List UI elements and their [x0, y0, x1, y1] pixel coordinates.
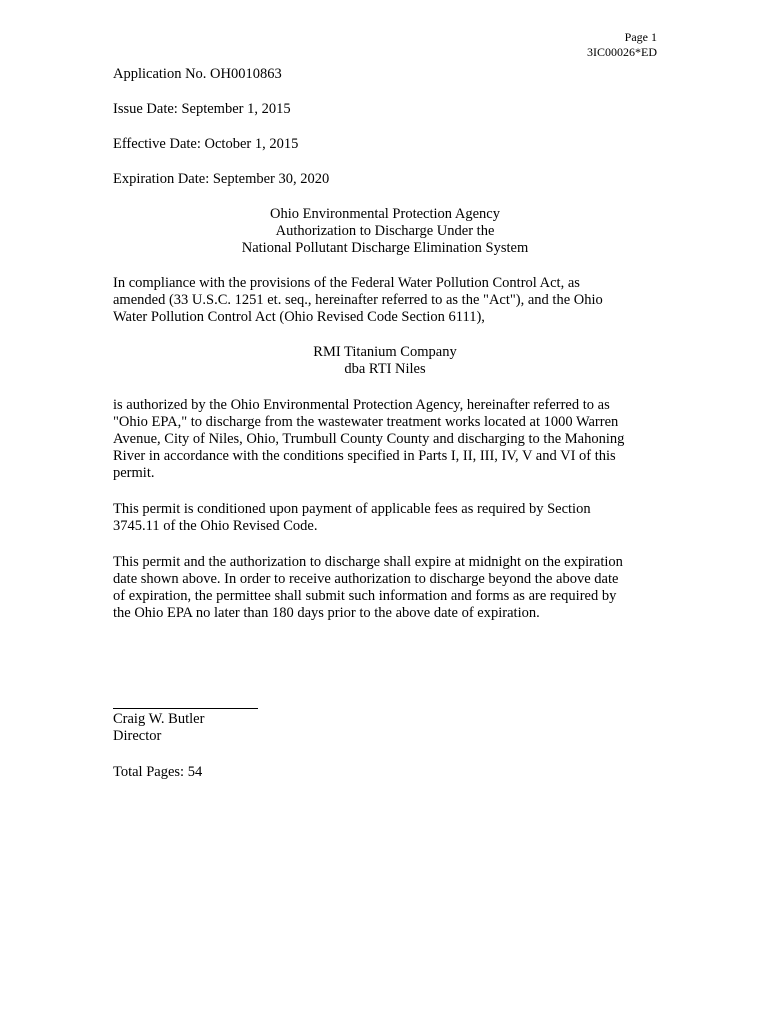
title-line-authorization: Authorization to Discharge Under the — [275, 223, 495, 239]
signatory-title: Director — [113, 728, 162, 744]
fees-line: This permit is conditioned upon payment of applicable fees as required by Section — [113, 501, 591, 517]
permittee-dba: dba RTI Niles — [344, 361, 426, 377]
application-number: Application No. OH0010863 — [113, 66, 282, 82]
issue-date: Issue Date: September 1, 2015 — [113, 101, 291, 117]
expiration-line: of expiration, the permittee shall submit such information and forms as are required by — [113, 588, 617, 604]
compliance-line: amended (33 U.S.C. 1251 et. seq., hereinafter referred to as the "Act"), and the Ohio — [113, 292, 603, 308]
compliance-line: Water Pollution Control Act (Ohio Revised Code Section 6111), — [113, 309, 485, 325]
signatory-name: Craig W. Butler — [113, 711, 205, 727]
permittee-name: RMI Titanium Company — [313, 344, 457, 360]
title-line-agency: Ohio Environmental Protection Agency — [270, 206, 500, 222]
authorization-line: Avenue, City of Niles, Ohio, Trumbull County County and discharging to the Mahoning — [113, 431, 625, 447]
authorization-line: "Ohio EPA," to discharge from the wastewater treatment works located at 1000 Warren — [113, 414, 619, 430]
title-line-system: National Pollutant Discharge Elimination System — [241, 240, 529, 256]
compliance-line: In compliance with the provisions of the Federal Water Pollution Control Act, as — [113, 275, 580, 291]
signature-line — [113, 708, 258, 709]
authorization-line: is authorized by the Ohio Environmental Protection Agency, hereinafter referred to as — [113, 397, 610, 413]
authorization-line: permit. — [113, 465, 155, 481]
expiration-line: the Ohio EPA no later than 180 days prior to the above date of expiration. — [113, 605, 540, 621]
expiration-date: Expiration Date: September 30, 2020 — [113, 171, 330, 187]
fees-line: 3745.11 of the Ohio Revised Code. — [113, 518, 318, 534]
expiration-line: This permit and the authorization to discharge shall expire at midnight on the expiration — [113, 554, 623, 570]
effective-date: Effective Date: October 1, 2015 — [113, 136, 299, 152]
expiration-line: date shown above. In order to receive authorization to discharge beyond the above date — [113, 571, 619, 587]
page-number: Page 1 — [624, 30, 657, 44]
authorization-line: River in accordance with the conditions specified in Parts I, II, III, IV, V and VI of this — [113, 448, 616, 464]
document-id: 3IC00026*ED — [587, 45, 657, 59]
total-pages: Total Pages: 54 — [113, 764, 203, 780]
